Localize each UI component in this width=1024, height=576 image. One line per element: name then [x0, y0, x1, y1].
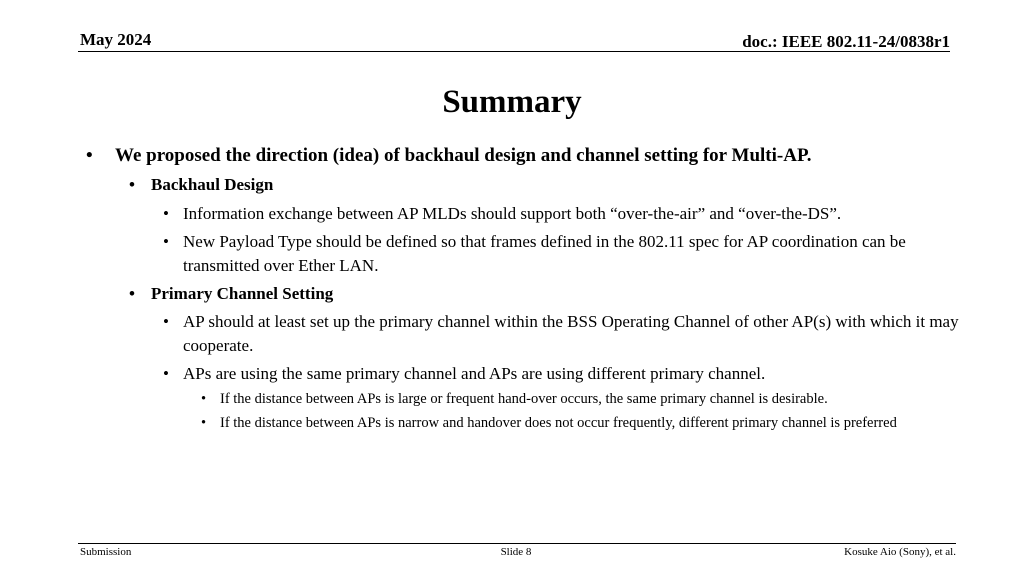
footer-slide-number: Slide 8 [500, 546, 532, 558]
bullet-dot-icon: • [163, 364, 169, 383]
bullet-backhaul-item-2 [163, 230, 963, 278]
footer-submission: Submission [80, 546, 132, 558]
footer-author: Kosuke Aio (Sony), et al. [844, 546, 956, 558]
backhaul-item-2-text: New Payload Type should be defined so that frames defined in the 802.11 spec for AP coordination can be transmitted over Ether LAN. [183, 232, 906, 275]
backhaul-heading-text: Backhaul Design [151, 175, 274, 194]
bullet-primary-channel-heading [129, 282, 333, 306]
slide-title: Summary [442, 84, 582, 120]
bullet-dot-icon: • [201, 391, 207, 407]
bullet-dot-icon: • [163, 232, 169, 251]
header-doc-id: doc.: IEEE 802.11-24/0838r1 [742, 32, 950, 51]
bullet-dot-icon: • [201, 415, 207, 431]
bullet-backhaul-heading [129, 173, 273, 197]
bullet-primary-channel-sub-2 [201, 413, 961, 434]
bullet-dot-icon: • [163, 204, 169, 223]
bullet-main [86, 144, 966, 168]
primary-channel-sub-1-text: If the distance between APs is large or frequent hand-over occurs, the same primary channel is desirable. [220, 391, 828, 407]
bullet-primary-channel-item-1 [163, 310, 973, 358]
bullet-primary-channel-sub-1 [201, 389, 961, 410]
header-date: May 2024 [80, 30, 152, 49]
bullet-backhaul-item-1 [163, 202, 963, 226]
primary-channel-heading-text: Primary Channel Setting [151, 284, 334, 303]
backhaul-item-1-text: Information exchange between AP MLDs should support both “over-the-air” and “over-the-DS”. [183, 204, 842, 223]
primary-channel-item-2-text: APs are using the same primary channel and APs are using different primary channel. [183, 364, 766, 383]
bullet-primary-channel-item-2 [163, 362, 963, 386]
bullet-dot-icon: • [163, 312, 169, 331]
bullet-dot-icon: • [129, 175, 135, 194]
primary-channel-sub-2-text: If the distance between APs is narrow and handover does not occur frequently, different primary channel is preferred [220, 415, 897, 431]
bullet-dot-icon: • [129, 284, 135, 303]
footer-divider [78, 543, 956, 544]
bullet-main-text: We proposed the direction (idea) of backhaul design and channel setting for Multi-AP. [115, 145, 812, 166]
primary-channel-item-1-text: AP should at least set up the primary channel within the BSS Operating Channel of other AP(s) with which it may cooperate. [183, 312, 959, 355]
bullet-dot-icon: • [86, 145, 93, 166]
